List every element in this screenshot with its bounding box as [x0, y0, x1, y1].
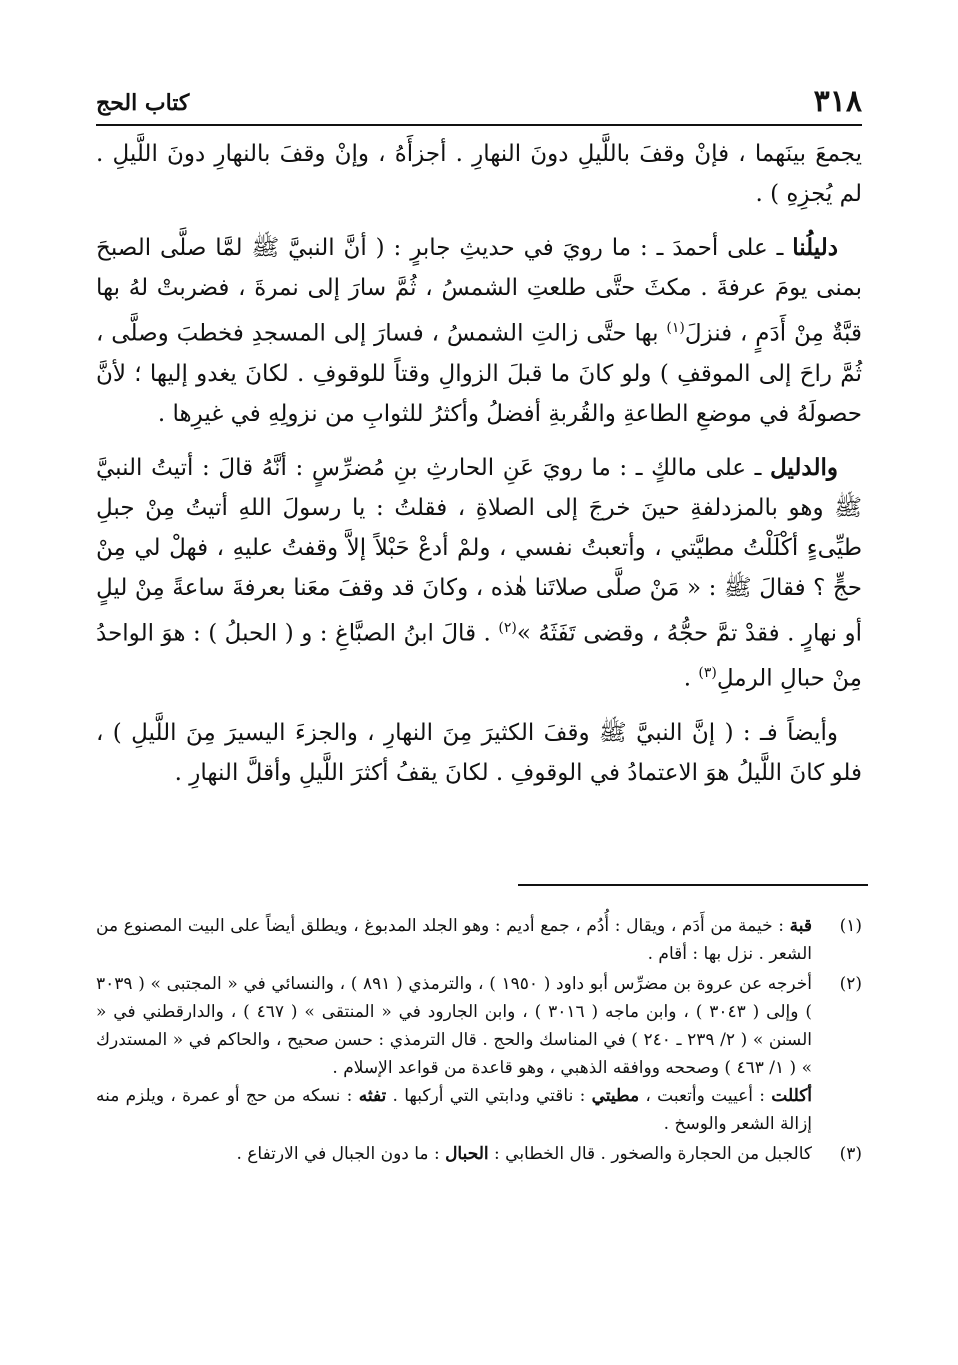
paragraph-2-text: ـ على أحمدَ ـ : ما رويَ في حديثِ جابرٍ : ( أنَّ النبيَّ ﷺ لمَّا صلَّى الصبحَ بمنى يومَ عرفةَ . مكثَ حتَّى طلعتِ الشمسُ ، ثُمَّ سارَ إلى نمرةَ ، فضربتْ لهُ بها قبَّةٌ مِنْ أَدَمٍ ، فنزلَ: [96, 235, 862, 347]
footnote-body: : نسكه من حج أو عمرة ، ويلزم منه إزالة الشعر والوسخ .: [96, 1086, 812, 1134]
footnote-ref-1: (١): [666, 320, 685, 336]
footnote-body: أخرجه عن عروة بن مضرِّس أبو داود ( ١٩٥٠ ) ، والترمذي ( ٨٩١ ) ، والنسائي في « المجتبى » ( ٣٠٣٩ ) وإلى ( ٣٠٤٣ ) ، وابن ماجه ( ٣٠١٦ ) ، وابن الجارود في « المنتقى » ( ٤٦٧ ) ، والدارقطني في « السنن » ( ٢/ ٢٣٩ ـ ٢٤٠ ) في المناسك والحج . قال الترمذي : حسن صحيح ، والحاكم في « المستدرك » ( ١/ ٤٦٣ ) وصححه ووافقه الذهبي ، وهو قاعدة من قواعد الإسلام .: [96, 974, 812, 1078]
paragraph-2: [96, 228, 862, 434]
footnote-separator: [518, 884, 868, 886]
main-text: [96, 134, 862, 807]
footnote-2: [96, 970, 862, 1138]
footnote-ref-2: (٢): [498, 619, 517, 636]
paragraph-1: [96, 134, 862, 214]
paragraph-3-end: .: [683, 665, 699, 692]
paragraph-4: [96, 713, 862, 793]
page-number: ٣١٨: [813, 84, 862, 119]
footnote-ref-3: (٣): [698, 665, 717, 682]
page-header: [96, 82, 862, 126]
footnote-body: : ناقتي ودابتي التي أركبها .: [386, 1086, 592, 1106]
footnote-number: (١): [839, 916, 862, 936]
footnote-1: [96, 912, 862, 968]
footnote-3: [96, 1140, 862, 1168]
footnote-keyword: قبة: [789, 916, 812, 936]
running-title: كتاب الحج: [96, 90, 190, 116]
paragraph-4-text: وأيضاً فـ : ( إنَّ النبيَّ ﷺ وقفَ الكثيرَ مِنَ النهارِ ، والجزءَ اليسيرَ مِنَ اللَّيلِ ) ، فلو كانَ اللَّيلُ هوَ الاعتمادُ في الوقوفِ . لكانَ يقفُ أكثرَ اللَّيلِ وأقلَّ النهارِ .: [96, 719, 862, 786]
footnote-body: : خيمة من أَدَم ، ويقال : أُدُم ، جمع أديم : وهو الجلد المدبوغ ، ويطلق أيضاً على البيت المصنوع من الشعر . نزل بها : أقام .: [96, 916, 812, 964]
footnote-text: [96, 912, 812, 968]
footnote-body: : ما دون الجبال في الارتفاع .: [236, 1144, 446, 1164]
footnote-keyword: مطيتي: [591, 1086, 640, 1106]
footnote-keyword: تفثه: [358, 1086, 387, 1106]
footnote-text: [96, 970, 812, 1138]
footnote-body: كالجبل من الحجارة والصخور . قال الخطابي :: [488, 1144, 812, 1164]
paragraph-1-text: يجمعَ بينَهما ، فإنْ وقفَ باللَّيلِ دونَ النهارِ . أجزأَهُ ، وإنْ وقفَ بالنهارِ دونَ اللَّيلِ . لم يُجزِهِ ) .: [96, 141, 862, 207]
paragraph-2-text-2: بها حتَّى زالتِ الشمسُ ، فسارَ إلى المسجدِ فخطبَ وصلَّى ، ثُمَّ راحَ إلى الموقفِ ) ولو كانَ ما قبلَ الزوالِ وقتاً للوقوفِ . لكانَ يغدو إليها ؛ لأنَّ حصولَهُ في موضعِ الطاعةِ والقُربةِ أفضلُ وأكثرُ للثوابِ من نزولِهِ في غيرِها .: [96, 320, 862, 427]
footnote-number: (٣): [839, 1144, 862, 1164]
paragraph-3: [96, 448, 862, 699]
paragraph-3-text: ـ على مالكٍ ـ : ما رويَ عَنِ الحارثِ بنِ مُضرِّسٍ : أنَّهُ قالَ : أتيتُ النبيَّ ﷺ وهو بالمزدلفةِ حينَ خرجَ إلى الصلاةِ ، فقلتُ : يا رسولَ اللهِ أتيتُ مِنْ جبلِ طيِّىءٍ أكْلَلْتُ مطيَّتي ، وأتعبتُ نفسي ، ولمْ أدعْ حَبْلاً إلاَّ وقفتُ عليهِ ، فهلْ لي مِنْ حجٍّ ؟ فقالَ ﷺ : « مَنْ صلَّى صلاتَنا هٰذه ، وكانَ قد وقفَ معَنا بعرفةَ ساعةً مِنْ ليلٍ أو نهارٍ . فقدْ تمَّ حجُّهُ ، وقضى تَفَثَهُ »: [96, 454, 862, 647]
footnote-number: (٢): [839, 974, 862, 994]
paragraph-3-text-2: . قالَ ابنُ الصبَّاغِ : و ( الحبلُ ) : هوَ الواحدُ مِنْ حبالِ الرملِ: [96, 620, 862, 692]
paragraph-2-lead: دليلُنا: [792, 234, 838, 261]
footnote-keyword: الحبال: [445, 1144, 489, 1164]
footnote-keyword: أكللت: [771, 1086, 813, 1106]
footnote-text: [96, 1140, 812, 1168]
footnotes: [96, 912, 862, 1170]
footnote-body: : أعييت وأتعبت ،: [639, 1086, 772, 1106]
paragraph-3-lead: والدليل: [770, 453, 838, 481]
